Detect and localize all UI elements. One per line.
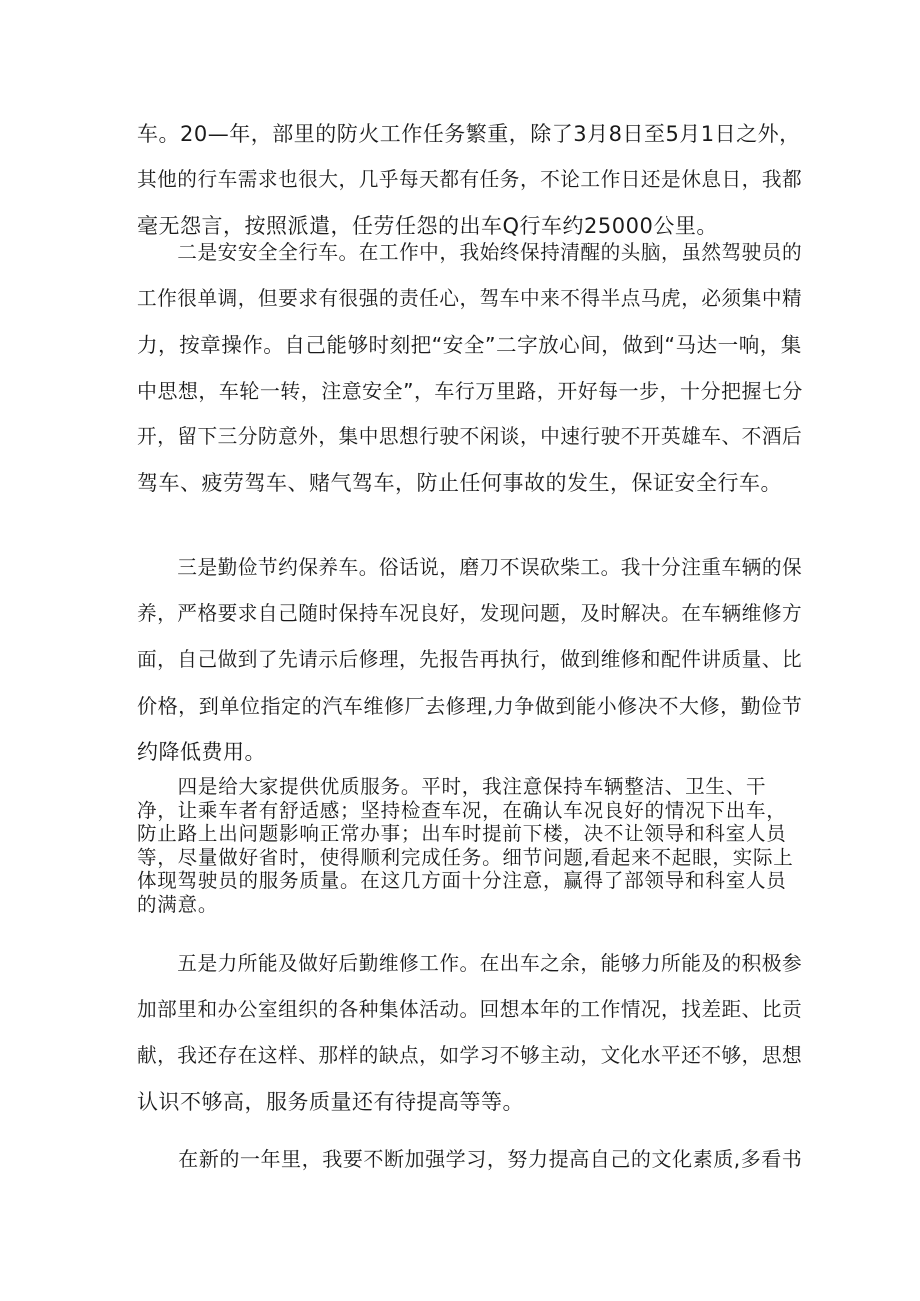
text-line: 四是给大家提供优质服务。平时，我注意保持车辆整洁、卫生、干 <box>137 775 767 798</box>
text-line: 中思想，车轮一转，注意安全”，车行万里路，开好每一步，十分把握七分 <box>137 379 803 403</box>
text-line: 工作很单调，但要求有很强的责任心，驾车中来不得半点马虎，必须集中精 <box>137 287 803 310</box>
text-line: 价格，到单位指定的汽车维修厂去修理,力争做到能小修决不大修，勤俭节 <box>137 694 803 718</box>
paragraph-logistics <box>137 941 802 1125</box>
text-line: 开，留下三分防意外，集中思想行驶不闲谈，中速行驶不开英雄车、不酒后 <box>137 425 803 448</box>
text-line: 等，尽量做好省时，使得顺利完成任务。细节问题,看起来不起眼，实际上 <box>137 845 794 869</box>
text-line: 车。20—年，部里的防火工作任务繁重，除了3月8日至5月1日之外， <box>137 122 801 146</box>
text-line: 养，严格要求自己随时保持车况良好，发现问题，及时解决。在车辆维修方 <box>137 602 803 625</box>
paragraph-service <box>137 775 802 917</box>
paragraph-safe-driving <box>137 230 802 506</box>
paragraph-maintenance <box>137 545 802 775</box>
paragraph-continuation <box>137 111 802 249</box>
text-line: 毫无怨言，按照派遣，任劳任怨的出车Q行车约25000公里。 <box>137 214 718 238</box>
text-line: 约降低费用。 <box>137 740 266 764</box>
text-line: 防止路上出问题影响正常办事；出车时提前下楼，决不让领导和科室人员 <box>137 822 787 846</box>
text-line: 净，让乘车者有舒适感；坚持检查车况，在确认车况良好的情况下出车， <box>137 798 787 822</box>
text-line: 二是安安全全行车。在工作中，我始终保持清醒的头脑，虽然驾驶员的 <box>137 241 803 264</box>
text-line: 献，我还存在这样、那样的缺点，如学习不够主动，文化水平还不够，思想 <box>137 1044 803 1067</box>
text-line: 面，自己做到了先请示后修理，先报告再执行，做到维修和配件讲质量、比 <box>137 648 803 671</box>
text-line: 的满意。 <box>137 892 219 916</box>
text-line: 在新的一年里，我要不断加强学习，努力提高自己的文化素质,多看书 <box>137 1147 803 1171</box>
text-line: 驾车、疲劳驾车、赌气驾车，防止任何事故的发生，保证安全行车。 <box>137 471 782 495</box>
paragraph-new-year <box>137 1136 802 1182</box>
text-line: 力，按章操作。自己能够时刻把“安全”二字放心间，做到“马达一响，集 <box>137 333 802 357</box>
text-line: 三是勤俭节约保养车。俗话说，磨刀不误砍柴工。我十分注重车辆的保 <box>137 556 803 579</box>
text-line: 加部里和办公室组织的各种集体活动。回想本年的工作情况，找差距、比贡 <box>137 998 803 1021</box>
text-line: 其他的行车需求也很大，几乎每天都有任务，不论工作日还是休息日，我都 <box>137 168 803 191</box>
text-line: 体现驾驶员的服务质量。在这几方面十分注意，赢得了部领导和科室人员 <box>137 869 787 893</box>
text-line: 五是力所能及做好后勤维修工作。在出车之余，能够力所能及的积极参 <box>137 952 803 975</box>
text-line: 认识不够高，服务质量还有待提高等等。 <box>137 1090 524 1114</box>
